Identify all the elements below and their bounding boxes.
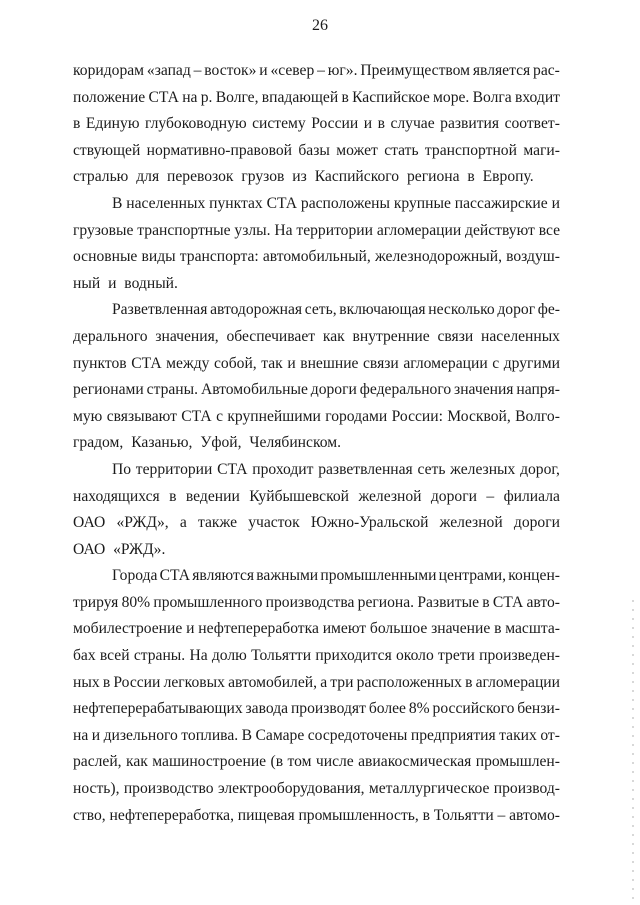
scan-edge-marks — [632, 600, 634, 900]
text-line: ствующей нормативно-правовой базы может стать транспортной маги- — [73, 141, 560, 159]
text-line: раслей, как машиностроение (в том числе авиакосмическая промышлен- — [73, 753, 560, 771]
text-line: нефтеперерабатывающих завода производят более 8% российского бензи- — [73, 700, 560, 718]
page-number: 26 — [312, 17, 328, 34]
text-line: градом, Казанью, Уфой, Челябинском. — [73, 434, 342, 452]
text-line: грузовые транспортные узлы. На территории агломерации действуют все — [73, 221, 560, 239]
text-line: стралью для перевозок грузов из Каспийского региона в Европу. — [73, 168, 534, 186]
text-line: в Единую глубоководную систему России и в случае развития соответ- — [73, 115, 560, 133]
text-line: регионами страны. Автомобильные дороги федерального значения напря- — [73, 381, 560, 399]
text-line: находящихся в ведении Куйбышевской железной дороги – филиала — [73, 487, 560, 505]
text-line: пунктов СТА между собой, так и внешние связи агломерации с другими — [73, 354, 560, 372]
text-line: дерального значения, обеспечивает как внутренние связи населенных — [73, 327, 560, 345]
text-line: ство, нефтепереработка, пищевая промышленность, в Тольятти – автомо- — [73, 806, 560, 824]
body-text — [73, 58, 560, 829]
text-line: бах всей страны. На долю Тольятти приходится около трети произведен- — [73, 647, 560, 665]
text-line: В населенных пунктах СТА расположены крупные пассажирские и — [112, 194, 560, 212]
text-line: По территории СТА проходит разветвленная сеть железных дорог, — [112, 460, 560, 478]
text-line: Разветвленная автодорожная сеть, включающая несколько дорог фе- — [112, 301, 560, 319]
text-line: мобилестроение и нефтепереработка имеют большое значение в масшта- — [73, 620, 560, 638]
text-line: трируя 80% промышленного производства региона. Развитые в СТА авто- — [73, 593, 560, 611]
text-line: ность), производство электрооборудования, металлургическое производ- — [73, 780, 560, 798]
text-line: ный и водный. — [73, 274, 178, 292]
text-line: ОАО «РЖД». — [73, 540, 166, 558]
text-line: положение СТА на р. Волге, впадающей в Каспийское море. Волга входит — [73, 88, 560, 106]
text-line: на и дизельного топлива. В Самаре сосредоточены предприятия таких от- — [73, 726, 560, 744]
text-line: ных в России легковых автомобилей, а три расположенных в агломерации — [73, 673, 560, 691]
text-line: коридорам «запад – восток» и «север – юг». Преимуществом является рас- — [73, 62, 560, 79]
text-line: Города СТА являются важными промышленными центрами, концен- — [112, 567, 560, 585]
text-line: мую связывают СТА с крупнейшими городами России: Москвой, Волго- — [73, 407, 560, 425]
text-line: основные виды транспорта: автомобильный, железнодорожный, воздуш- — [73, 248, 560, 266]
text-line: ОАО «РЖД», а также участок Южно-Уральской железной дороги — [73, 514, 560, 532]
